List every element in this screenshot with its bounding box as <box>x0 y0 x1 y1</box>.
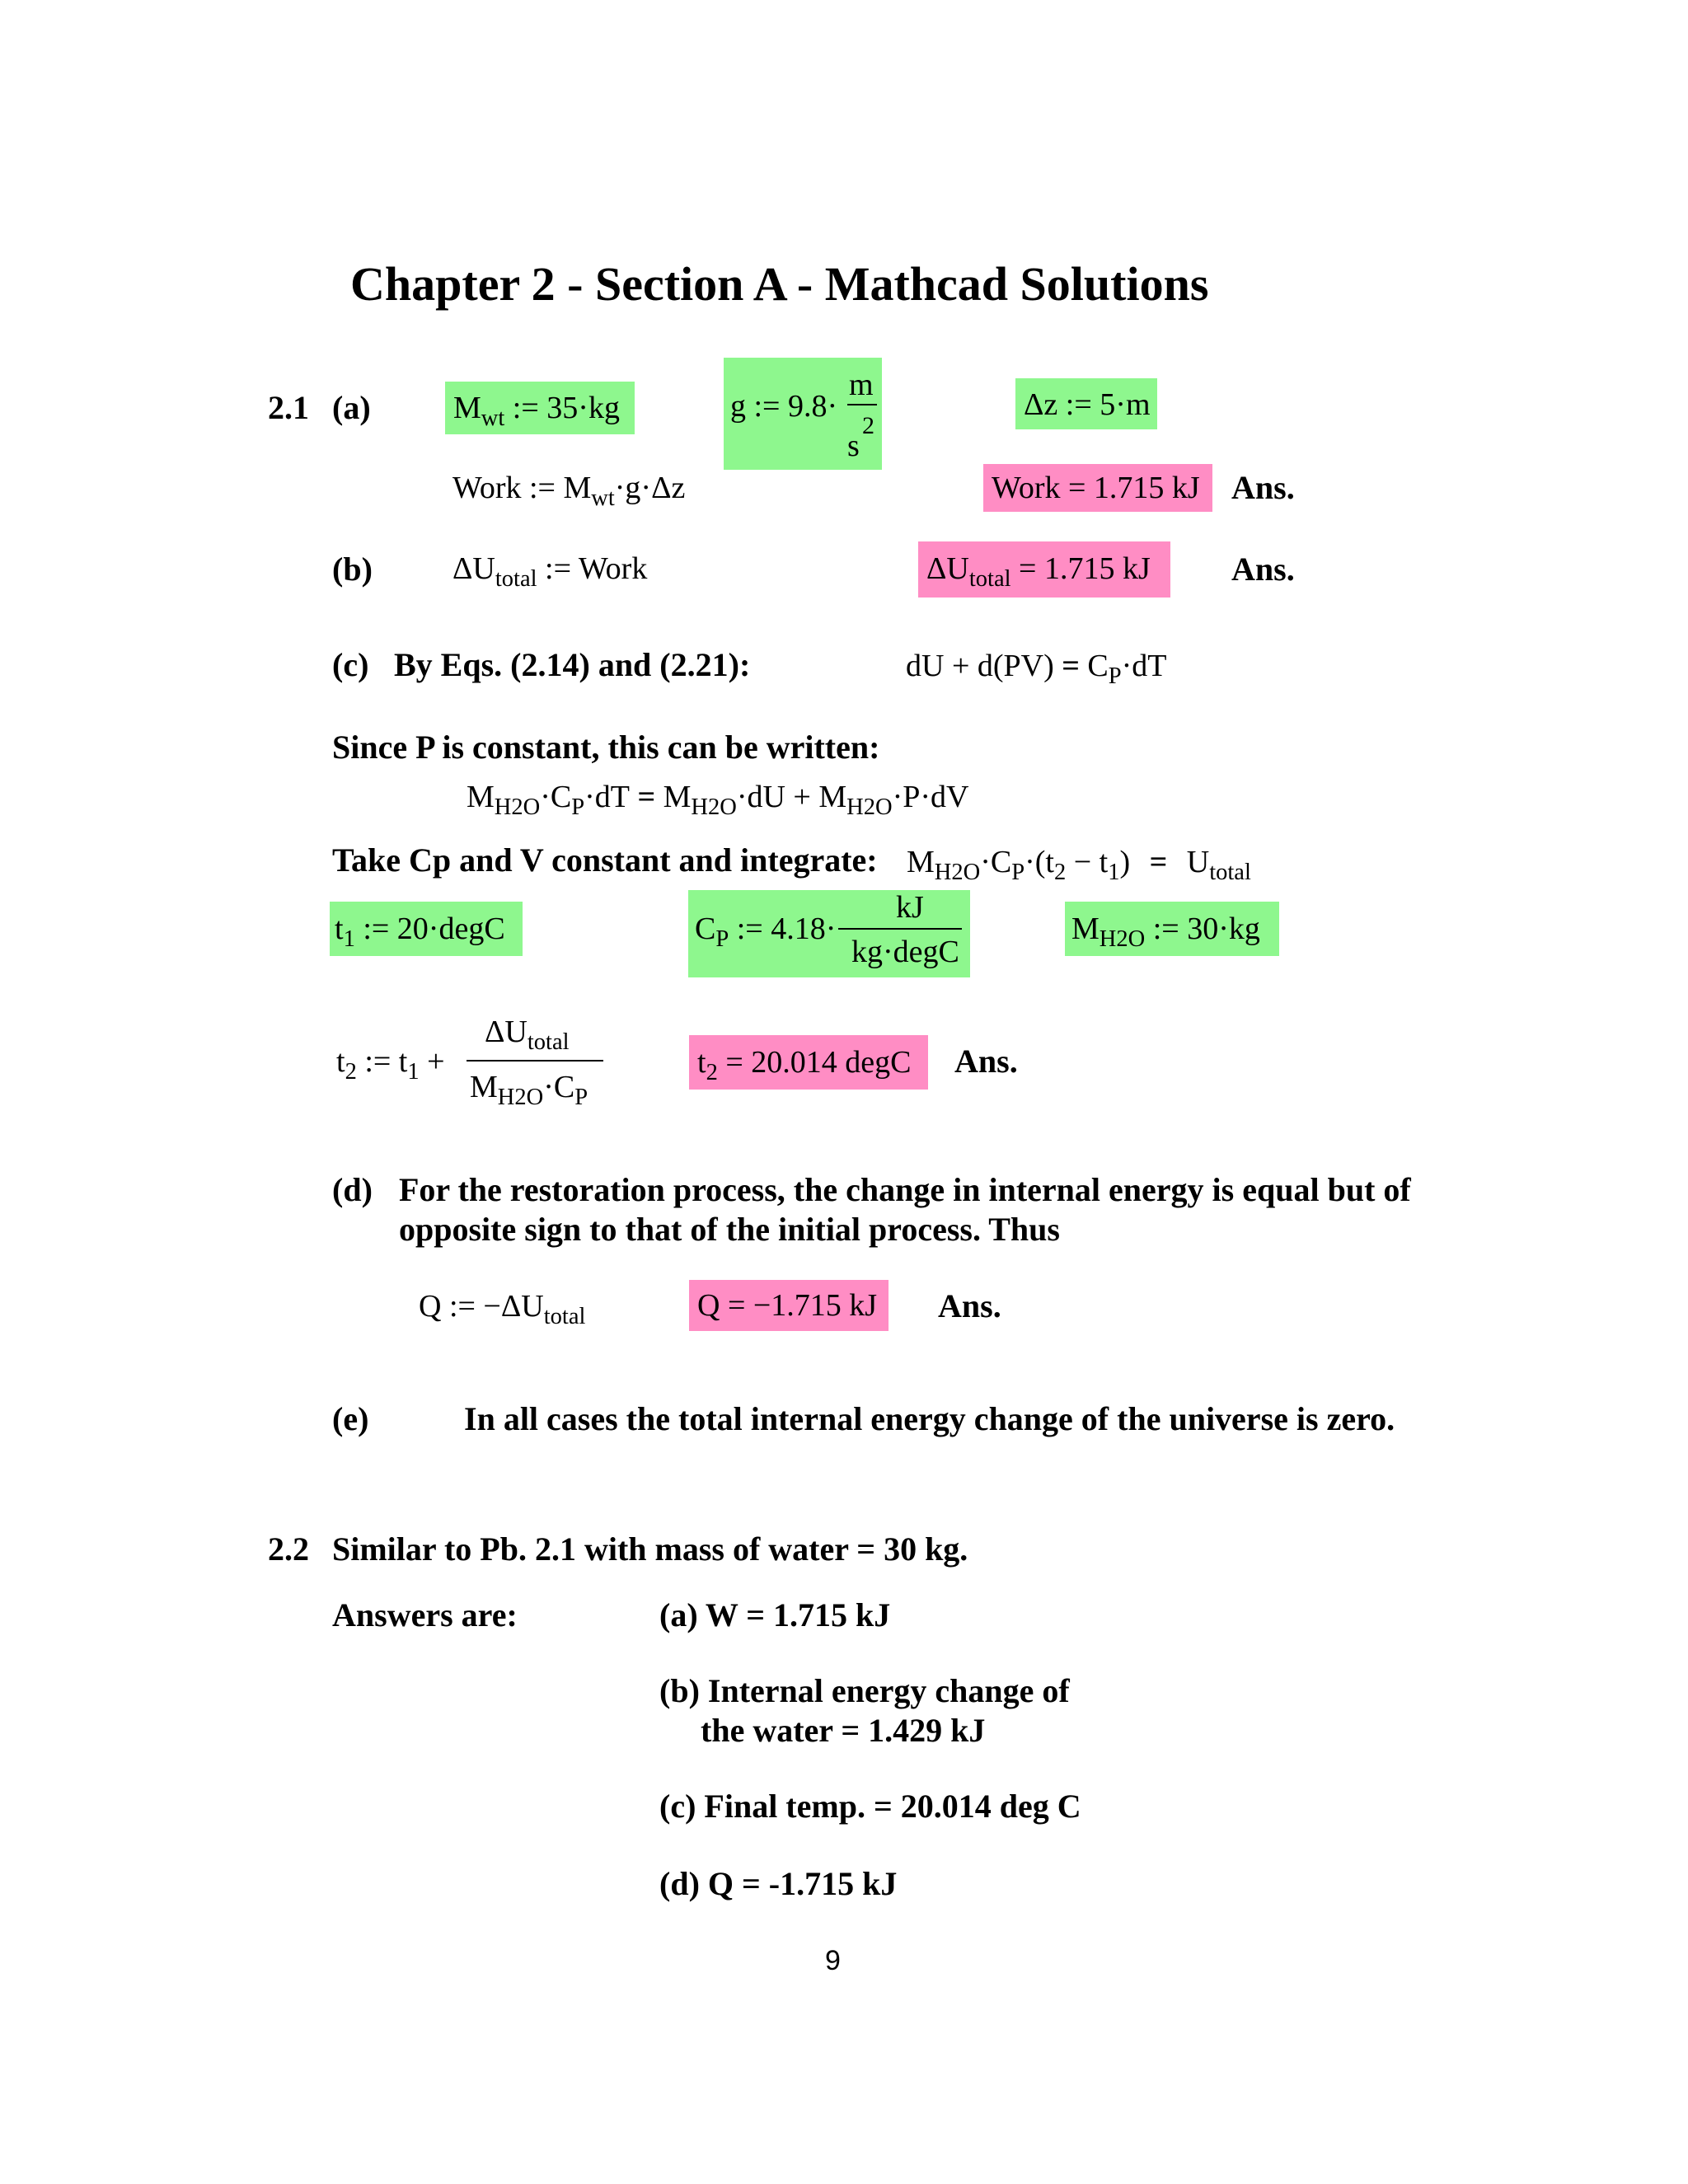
mwt-definition: $M_{wt}$ := 35·kg <box>453 391 620 432</box>
g-definition-lhs: g := 9.8· <box>730 389 838 424</box>
t1-definition-region[interactable] <box>330 902 523 956</box>
delta-u-total-definition[interactable]: $\Delta U_{total}$ := Work <box>452 551 648 593</box>
cp-definition-region[interactable] <box>688 890 970 977</box>
since-p-constant-text: Since P is constant, this can be written: <box>332 729 880 766</box>
dz-definition-region[interactable] <box>1015 378 1157 429</box>
ans-label-a: Ans. <box>1231 469 1295 506</box>
g-definition-region[interactable] <box>724 358 882 470</box>
delta-u-total-result-region[interactable] <box>918 541 1170 598</box>
mh2o-definition-region[interactable] <box>1065 902 1279 956</box>
part-label-a: (a) <box>332 389 371 426</box>
by-eqs-text: By Eqs. (2.14) and (2.21): <box>394 646 751 683</box>
q-result-region[interactable] <box>689 1280 889 1331</box>
energy-balance-equation[interactable]: dU + $d(PV) = C_P\cdot dT$ <box>906 649 1167 690</box>
part-label-d: (d) <box>332 1171 373 1208</box>
cp-unit-numerator: kJ <box>896 890 924 925</box>
mwt-definition-region[interactable] <box>445 382 635 434</box>
work-result: Work = 1.715 kJ <box>992 471 1200 505</box>
ans-label-d: Ans. <box>938 1287 1001 1324</box>
work-definition[interactable]: Work := $M_{wt}\cdot g\cdot\Delta z$ <box>452 471 686 512</box>
g-unit-denominator: s <box>847 429 860 463</box>
ans-label-c: Ans. <box>954 1043 1018 1080</box>
t1-definition: $t_1$ := 20·degC <box>335 912 505 953</box>
cp-unit-denominator: kg·degC <box>851 935 959 969</box>
answer-a: (a) W = 1.715 kJ <box>659 1596 891 1633</box>
ans-label-b: Ans. <box>1231 551 1295 588</box>
mh2o-definition: $M_{H2O}$ := 30·kg <box>1071 912 1260 953</box>
answer-d: (d) Q = -1.715 kJ <box>659 1865 898 1902</box>
take-cp-text: Take Cp and V constant and integrate: <box>332 841 878 879</box>
answers-label: Answers are: <box>332 1596 518 1633</box>
cp-definition-lhs: $C_P$ := 4.18· <box>695 912 837 953</box>
g-unit-exponent: 2 <box>862 412 874 439</box>
answer-b-line-1: (b) Internal energy change of <box>659 1672 1070 1709</box>
mass-energy-equation[interactable]: $M_{H2O}\cdot C_P\cdot dT = M_{H2O}\cdot dU + M_{H2O}\cdot P\cdot dV$ <box>467 780 969 821</box>
restoration-text-line-1: For the restoration process, the change in internal energy is equal but of <box>399 1171 1411 1208</box>
t2-fraction-numerator: $\Delta U_{total}$ <box>485 1015 570 1056</box>
q-definition[interactable]: Q := $-\Delta U_{total}$ <box>419 1289 586 1330</box>
answer-c: (c) Final temp. = 20.014 deg C <box>659 1788 1081 1825</box>
cp-fraction-bar <box>838 928 962 930</box>
answer-b-line-2: the water = 1.429 kJ <box>701 1712 986 1749</box>
problem-number-2-2: 2.2 <box>268 1530 309 1568</box>
problem-2-2-text: Similar to Pb. 2.1 with mass of water = 30 kg. <box>332 1530 968 1568</box>
part-label-c: (c) <box>332 646 369 683</box>
t2-definition-lhs[interactable]: $t_2$ := $t_1$ + <box>336 1044 445 1085</box>
dz-definition: Δz := 5·m <box>1024 387 1151 422</box>
part-label-e: (e) <box>332 1400 369 1437</box>
integrated-equation[interactable]: $M_{H2O}\cdot C_P\cdot(t_2 - t_1) = U_{total}$ <box>907 845 1251 886</box>
g-unit-numerator: m <box>849 368 874 402</box>
delta-u-total-result: $\Delta U_{total} = 1.715$ kJ <box>926 551 1151 593</box>
universe-energy-text: In all cases the total internal energy change of the universe is zero. <box>464 1400 1395 1437</box>
problem-number-2-1: 2.1 <box>268 389 309 426</box>
part-label-b: (b) <box>332 551 373 588</box>
t2-fraction-denominator: $M_{H2O}\cdot C_P$ <box>470 1070 588 1111</box>
t2-fraction-bar <box>467 1060 603 1062</box>
page-number: 9 <box>825 1945 841 1976</box>
t2-result-region[interactable] <box>689 1035 928 1090</box>
restoration-text-line-2: opposite sign to that of the initial process. Thus <box>399 1211 1060 1248</box>
t2-result: $t_2 = 20.014$ degC <box>697 1045 912 1086</box>
q-result: Q = −1.715 kJ <box>697 1288 878 1323</box>
g-fraction-bar <box>847 404 877 405</box>
page-title: Chapter 2 - Section A - Mathcad Solutions <box>350 257 1209 311</box>
work-result-region[interactable] <box>983 464 1212 512</box>
